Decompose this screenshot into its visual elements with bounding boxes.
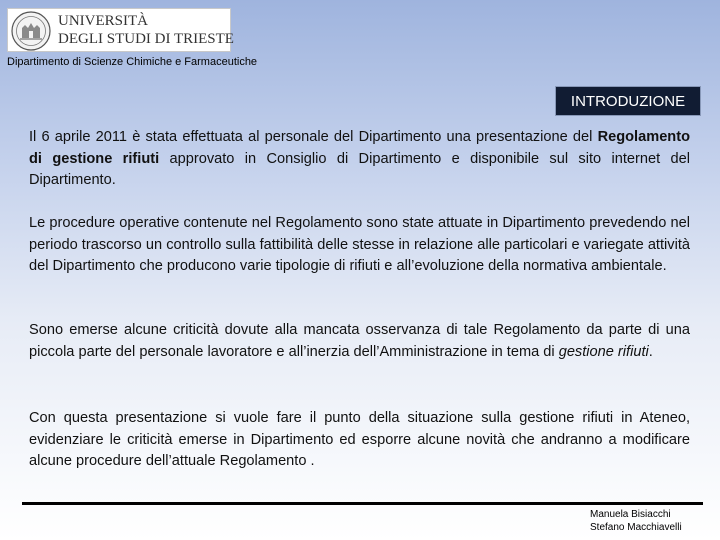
university-name-line2: DEGLI STUDI DI TRIESTE: [58, 31, 234, 47]
footer-divider: [22, 502, 703, 505]
waste-management-emphasis: gestione rifiuti: [558, 343, 649, 360]
slide-title: INTRODUZIONE: [555, 86, 701, 116]
university-seal-icon: [11, 11, 51, 51]
paragraph-text: Sono emerse alcune criticità dovute alla mancata osservanza di tale Regolamento da parte di una piccola parte del personale lavoratore e all’inerzia dell’Amministrazione in tema di: [29, 322, 690, 360]
paragraph-text: Il 6 aprile 2011 è stata effettuata al personale del Dipartimento una presentazione del: [29, 129, 598, 145]
university-name-line1: UNIVERSITÀ: [58, 13, 148, 29]
paragraph-procedures: Le procedure operative contenute nel Regolamento sono state attuate in Dipartimento prevedendo nel periodo trascorso un controllo sulla fattibilità delle stesse in relazione alle particolari e variegate attività del Dipartimento che producono varie tipologie di rifiuti e all’evoluzione della normativa ambientale.: [29, 215, 690, 274]
paragraph-text: approvato in Consiglio di Dipartimento e disponibile sul sito internet del Dipartimento.: [29, 150, 690, 188]
author-name: Manuela Bisiacchi: [590, 509, 671, 520]
university-logo: [7, 8, 234, 52]
regulation-emphasis: Regolamento di gestione rifiuti: [29, 129, 690, 167]
paragraph-text: .: [648, 343, 653, 360]
author-name: Stefano Macchiavelli: [590, 522, 682, 533]
paragraph-criticalities: [29, 320, 690, 363]
paragraph-intro: [29, 127, 690, 192]
paragraph-purpose: Con questa presentazione si vuole fare il punto della situazione sulla gestione rifiuti in Ateneo, evidenziare le criticità emerse in Dipartimento ed esporre alcune novità che andranno a modificare alcune procedure dell’attuale Regolamento .: [29, 410, 690, 469]
department-name: Dipartimento di Scienze Chimiche e Farmaceutiche: [7, 56, 258, 68]
